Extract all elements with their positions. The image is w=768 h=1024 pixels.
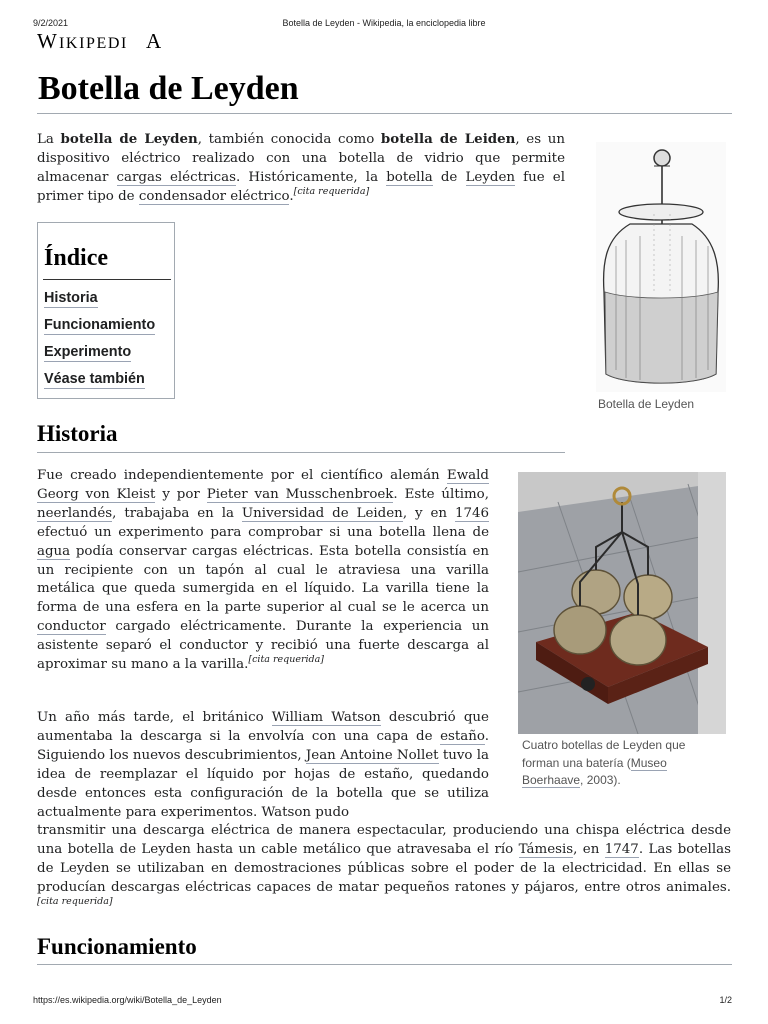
- link-agua[interactable]: agua: [37, 543, 71, 559]
- leyden-jar-drawing[interactable]: [596, 142, 726, 392]
- svg-text:IKIPEDI: IKIPEDI: [59, 35, 128, 52]
- section-divider-funcionamiento: [37, 964, 732, 965]
- historia-paragraph-2b: transmitir una descarga eléctrica de manera espectacular, produciendo una chispa eléctrica desde una botella de Leyden hasta un cable metálico que atravesaba el río Támesis, en 1747. Las botellas de Leyden se utilizaban en demostraciones públicas sobre el poder de la electricidad. En ellas se producían descargas eléctricas capaces de matar pequeños ratones y pájaros, entre otros animales.[cita requerida]: [37, 823, 731, 907]
- link-estano[interactable]: estaño: [440, 728, 485, 744]
- section-divider-historia: [37, 452, 565, 453]
- wikipedia-wordmark[interactable]: [37, 31, 161, 61]
- link-leyden[interactable]: Leyden: [465, 169, 516, 185]
- lead-paragraph: La botella de Leyden, también conocida como botella de Leiden, es un dispositivo eléctrico realizado con una botella de vidrio que permite almacenar cargas eléctricas. Históricamente, la botella de Leyden fue el primer tipo de condensador eléctrico.[cita requerida]: [37, 131, 566, 204]
- figure2-caption: Cuatro botellas de Leyden que forman una batería (Museo Boerhaave, 2003).: [522, 738, 686, 787]
- link-botella[interactable]: botella: [386, 169, 433, 185]
- print-header-title: Botella de Leyden - Wikipedia, la enciclopedia libre: [282, 18, 486, 28]
- citation-needed[interactable]: [cita requerida]: [293, 185, 370, 197]
- link-1746[interactable]: 1746: [454, 505, 490, 521]
- print-footer-url: https://es.wikipedia.org/wiki/Botella_de_Leyden: [33, 995, 222, 1005]
- figure1-caption: Botella de Leyden: [598, 397, 695, 411]
- table-of-contents: [37, 222, 175, 399]
- svg-text:W: W: [37, 31, 58, 53]
- toc-heading: Índice: [44, 245, 109, 271]
- wikipedia-logo-text: [37, 31, 161, 55]
- link-1747[interactable]: 1747: [604, 841, 639, 857]
- toc-item-experimento[interactable]: Experimento: [44, 344, 132, 360]
- link-pieter-van-musschenbroek[interactable]: Pieter van Musschenbroek: [206, 486, 394, 502]
- print-date: 9/2/2021: [33, 18, 69, 28]
- link-tamesis[interactable]: Támesis: [518, 841, 574, 857]
- historia-paragraph-1: Fue creado independientemente por el científico alemán Ewald Georg von Kleist y por Pieter van Musschenbroek. Este último, neerlandés, trabajaba en la Universidad de Leiden, y en 1746 efectuó un experimento para comprobar si una botella llena de agua podía conservar cargas eléctricas. Esta botella consistía en un recipiente con un tapón al cual le atraviesa una varilla metálica que queda sumergida en el líquido. La varilla tiene la forma de una esfera en la parte superior al cual se le acerca un conductor cargado eléctricamente. Durante la experiencia un asistente separó el conductor y recibió una fuerte descarga al aproximar su mano a la varilla.[cita requerida]: [37, 468, 490, 673]
- leyden-battery-photo[interactable]: [518, 472, 726, 734]
- link-william-watson[interactable]: William Watson: [271, 710, 381, 725]
- link-conductor[interactable]: conductor: [37, 619, 106, 635]
- historia-paragraph-2a: Un año más tarde, el británico William Watson descubrió que aumentaba la descarga si la envolvía con una capa de estaño. Siguiendo los nuevos descubrimientos, Jean Antoine Nollet tuvo la idea de reemplazar el líquido por hojas de estaño, quedando desde entonces esta configuración de la botella que se utiliza actualmente para experimentos. Watson pudo: [37, 710, 489, 820]
- link-condensador-electrico[interactable]: condensador eléctrico: [138, 188, 290, 204]
- section-heading-historia: Historia: [37, 421, 118, 446]
- svg-text:A: A: [146, 31, 161, 53]
- link-ewald-georg-von-kleist[interactable]: Ewald Georg von Kleist: [37, 468, 489, 502]
- link-neerlandes[interactable]: neerlandés: [37, 505, 113, 521]
- page-title: Botella de Leyden: [38, 70, 299, 107]
- section-heading-funcionamiento: Funcionamiento: [37, 934, 197, 959]
- toc-divider: [43, 279, 171, 280]
- print-page-number: 1/2: [719, 995, 732, 1005]
- link-cargas-electricas[interactable]: cargas eléctricas: [116, 169, 237, 185]
- toc-item-vease-tambien[interactable]: Véase también: [44, 371, 145, 387]
- title-divider: [37, 113, 732, 114]
- toc-item-funcionamiento[interactable]: Funcionamiento: [44, 317, 156, 333]
- link-universidad-de-leiden[interactable]: Universidad de Leiden: [241, 505, 403, 521]
- citation-needed[interactable]: [cita requerida]: [248, 654, 324, 666]
- link-jean-antoine-nollet[interactable]: Jean Antoine Nollet: [305, 747, 439, 763]
- toc-item-historia[interactable]: Historia: [44, 290, 98, 306]
- citation-needed[interactable]: [cita requerida]: [37, 895, 113, 907]
- link-museo-boerhaave[interactable]: Museo Boerhaave: [522, 755, 667, 787]
